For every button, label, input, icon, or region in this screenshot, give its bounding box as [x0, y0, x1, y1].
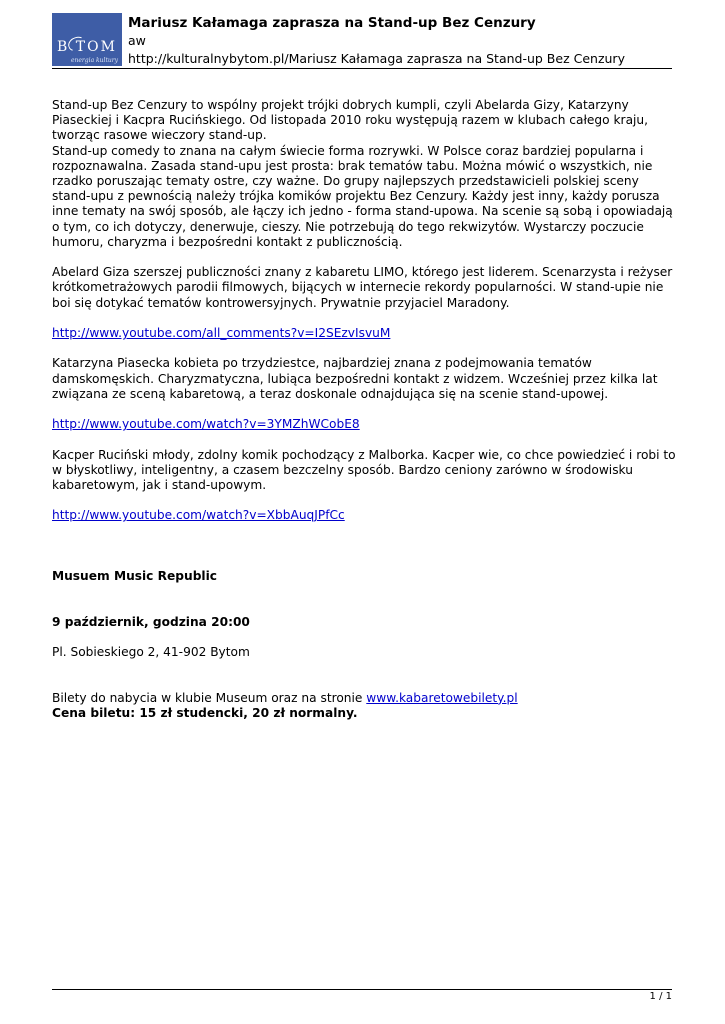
header-divider — [52, 68, 672, 69]
intro-paragraph: Stand-up Bez Cenzury to wspólny projekt trójki dobrych kumpli, czyli Abelarda Gizy, Katarzyny Piaseckiej i Kacpra Rucińskiego. Od listopada 2010 roku występują razem w klubach całego kraju, tworząc rasowe wieczory stand-up. — [52, 98, 649, 143]
giza-video-link[interactable]: http://www.youtube.com/all_comments?v=I2SEzvIsvuM — [52, 326, 391, 341]
piasecka-paragraph: Katarzyna Piasecka kobieta po trzydziestce, najbardziej znana z podejmowania tematów damskomęskich. Charyzmatyczna, lubiąca bezpośredni kontakt z widzem. Wcześniej przez kilka lat związana ze sceną kabaretową, a teraz doskonale odnajdująca się na scenie stand-upowej. — [52, 356, 658, 401]
logo-word: B TOM — [57, 39, 117, 55]
intro-paragraph: Stand-up comedy to znana na całym świecie forma rozrywki. W Polsce coraz bardziej popularna i rozpoznawalna. Zasada stand-upu jest prosta: brak tematów tabu. Można mówić o wszystkich, nie rzadko poruszając tematy ostre, czy ważne. Do grupy najlepszych przedstawicieli polskiej sceny stand-upu z pewnością należy trójka komików projektu Bez Cenzury. Każdy jest inny, każdy porusza inne tematy na swój sposób, ale łączy ich jedno - forma stand-upowa. Na scenie są sobą i opowiadają o tym, co ich dotyczy, denerwuje, cieszy. Nie potrzebują do tego rekwizytów. Wystarczy poczucie humoru, charyzma i bezpośredni kontakt z publicznością. — [52, 143, 673, 249]
rucinski-video-link[interactable]: http://www.youtube.com/watch?v=XbbAuqJPfCc — [52, 508, 345, 523]
article-author: aw — [128, 33, 146, 48]
article-url: http://kulturalnybytom.pl/Mariusz Kałamaga zaprasza na Stand-up Bez Cenzury — [128, 51, 625, 66]
ticket-price: Cena biletu: 15 zł studencki, 20 zł normalny. — [52, 705, 358, 720]
rucinski-paragraph: Kacper Ruciński młody, zdolny komik pochodzący z Malborka. Kacper wie, co chce powiedzieć i robi to w błyskotliwy, inteligentny, a czasem bezczelny sposób. Bardzo ceniony zarówno w środowisku kabaretowym, jak i stand-upowym. — [52, 447, 676, 492]
tickets-link[interactable]: www.kabaretowebilety.pl — [366, 690, 518, 705]
giza-paragraph: Abelard Giza szerszej publiczności znany z kabaretu LIMO, którego jest liderem. Scenarzysta i reżyser krótkometrażowych parodii filmowych, bijących w internecie rekordy popularności. W stand-upie nie boi się dotykać tematów kontrowersyjnych. Prywatnie przyjaciel Maradony. — [52, 265, 673, 310]
tickets-text: Bilety do nabycia w klubie Museum oraz na stronie — [52, 690, 367, 705]
event-address: Pl. Sobieskiego 2, 41-902 Bytom — [52, 645, 250, 660]
piasecka-video-link[interactable]: http://www.youtube.com/watch?v=3YMZhWCobE8 — [52, 417, 360, 432]
tickets-info — [52, 691, 676, 706]
document-header — [128, 14, 708, 68]
article-body — [52, 98, 676, 721]
site-logo — [52, 13, 122, 66]
logo-tagline: energia kultury — [70, 57, 118, 64]
footer-divider — [52, 989, 672, 990]
article-title: Mariusz Kałamaga zaprasza na Stand-up Bez Cenzury — [128, 15, 536, 31]
event-date: 9 październik, godzina 20:00 — [52, 614, 250, 629]
page-number: 1 / 1 — [649, 991, 672, 1002]
venue-name: Musuem Music Republic — [52, 569, 218, 584]
